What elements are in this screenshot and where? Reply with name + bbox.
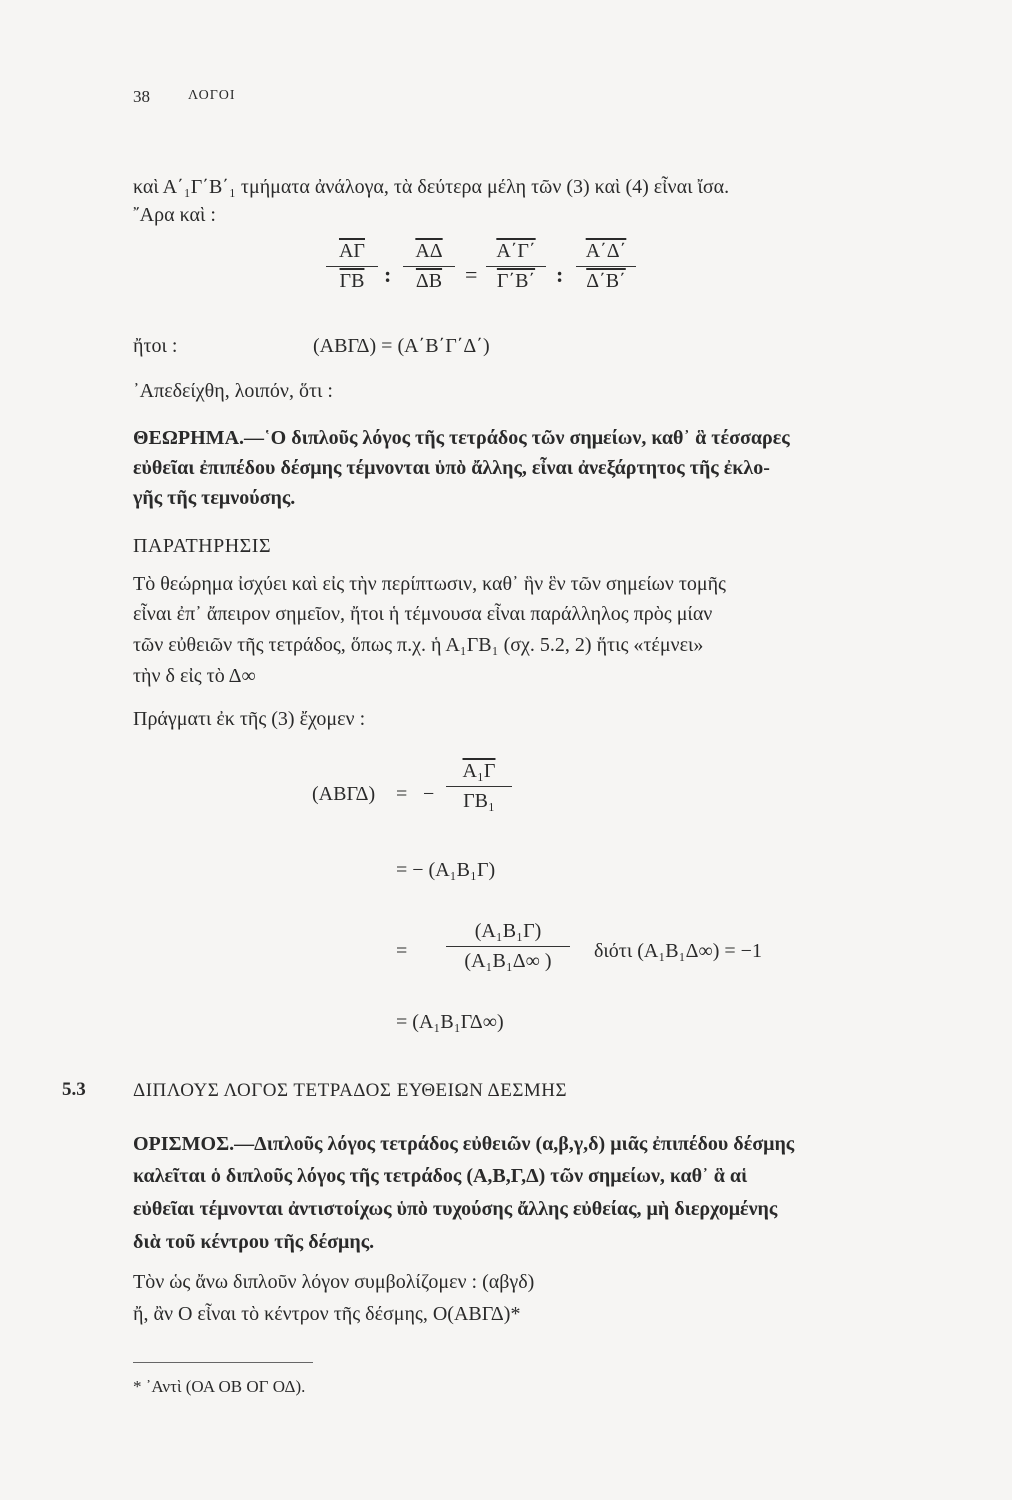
page-number: 38 — [133, 87, 150, 106]
theorem-line-2: εὐθεῖαι ἐπιπέδου δέσμης τέμνονται ὑπὸ ἄλλης, εἶναι ἀνεξάρτητος τῆς ἐκλο- — [133, 457, 770, 479]
proved-statement: ᾿Απεδείχθη, λοιπόν, ὅτι : — [133, 380, 333, 402]
derivation-step-2: = − (Α₁Β₁Γ) — [396, 859, 496, 881]
intro-line-2: ῎Αρα καὶ : — [133, 204, 216, 226]
numerator: Α₁Γ — [462, 760, 496, 782]
section-number: 5.3 — [62, 1079, 86, 1100]
denominator: (Α₁Β₁Δ∞ ) — [464, 950, 552, 972]
denominator: ΓΒ₁ — [463, 790, 495, 812]
remark-line-2: εἶναι ἐπ᾿ ἄπειρον σημεῖον, ἤτοι ἡ τέμνουσα εἶναι παράλληλος πρὸς μίαν — [133, 603, 713, 625]
ratio-colon: : — [556, 262, 564, 287]
numerator: Α΄Γ΄ — [496, 240, 536, 262]
definition-heading: ΟΡΙΣΜΟΣ. — [133, 1133, 235, 1155]
numerator: $\overline{A\Gamma}$ — [338, 240, 365, 262]
remark-line-5: Πράγματι ἐκ τῆς (3) ἔχομεν : — [133, 708, 366, 730]
fraction-a-prime-g-prime — [486, 240, 546, 293]
numerator: (Α₁Β₁Γ) — [474, 920, 542, 942]
footnote-rule — [133, 1362, 313, 1363]
numerator: $\overline{A\Delta}$ — [415, 240, 443, 262]
derivation-minus: − — [423, 783, 435, 805]
denominator: ΔΒ — [415, 270, 443, 292]
fraction-step-3 — [446, 920, 570, 973]
symbol-line-1: Τὸν ὡς ἄνω διπλοῦν λόγον συμβολίζομεν : (αβγδ) — [133, 1271, 535, 1293]
ratio-colon: : — [384, 262, 392, 287]
fraction-a-prime-d-prime — [576, 240, 636, 293]
definition-line-1 — [133, 1133, 794, 1156]
footnote: * ᾿Αντὶ (ΟΑ ΟΒ ΟΓ ΟΔ). — [133, 1377, 306, 1396]
derivation-equals: = — [396, 783, 408, 805]
definition-line-3: εὐθεῖαι τέμνονται ἀντιστοίχως ὑπὸ τυχούσης ἄλλης εὐθείας, μὴ διερχομένης — [133, 1198, 778, 1220]
denominator: Γ΄Β΄ — [496, 270, 536, 292]
denominator: Δ΄Β΄ — [586, 270, 626, 292]
derivation-step-4: = (Α₁Β₁ΓΔ∞) — [396, 1011, 504, 1033]
derivation-equals-3: = — [396, 940, 408, 962]
theorem-line-1 — [133, 427, 790, 450]
remark-heading: ΠΑΡΑΤΗΡΗΣΙΣ — [133, 535, 272, 557]
equation-cross-ratio-equal: (ΑΒΓΔ) = (Α΄Β΄Γ΄Δ΄) — [313, 335, 490, 357]
definition-line-4: διὰ τοῦ κέντρου τῆς δέσμης. — [133, 1231, 375, 1253]
theorem-text: —῾Ο διπλοῦς λόγος τῆς τετράδος τῶν σημείων, καθ᾿ ἃ τέσσαρες — [244, 427, 790, 449]
theorem-line-3: γῆς τῆς τεμνούσης. — [133, 487, 296, 509]
derivation-lhs: (ΑΒΓΔ) — [312, 783, 376, 805]
intro-line-1: καὶ Α΄₁Γ΄Β΄₁ τμήματα ἀνάλογα, τὰ δεύτερα μέλη τῶν (3) καὶ (4) εἶναι ἴσα. — [133, 176, 730, 198]
fraction-a1g-gb1 — [446, 760, 512, 813]
definition-text: —Διπλοῦς λόγος τετράδος εὐθειῶν (α,β,γ,δ) μιᾶς ἐπιπέδου δέσμης — [234, 1133, 795, 1155]
denominator: ΓΒ — [339, 270, 365, 292]
section-title: ΔΙΠΛΟΥΣ ΛΟΓΟΣ ΤΕΤΡΑΔΟΣ ΕΥΘΕΙΩΝ ΔΕΣΜΗΣ — [133, 1080, 568, 1101]
remark-line-1: Τὸ θεώρημα ἰσχύει καὶ εἰς τὴν περίπτωσιν, καθ᾿ ἣν ἓν τῶν σημείων τομῆς — [133, 573, 726, 595]
fraction-ag-gb — [326, 240, 378, 293]
remark-line-4: τὴν δ εἰς τὸ Δ∞ — [133, 665, 256, 687]
equals-sign: = — [465, 262, 478, 287]
fraction-ad-db — [403, 240, 455, 293]
theorem-heading: ΘΕΩΡΗΜΑ. — [133, 427, 245, 449]
running-title: ΛΟΓΟΙ — [188, 88, 236, 103]
numerator: Α΄Δ΄ — [585, 240, 627, 262]
remark-line-3: τῶν εὐθειῶν τῆς τετράδος, ὅπως π.χ. ἡ Α₁ΓΒ₁ (σχ. 5.2, 2) ἥτις «τέμνει» — [133, 634, 704, 656]
derivation-because: διότι (Α₁Β₁Δ∞) = −1 — [594, 940, 762, 962]
equation-label: ἤτοι : — [133, 335, 178, 357]
definition-line-2: καλεῖται ὁ διπλοῦς λόγος τῆς τετράδος (Α,Β,Γ,Δ) τῶν σημείων, καθ᾿ ἃ αἱ — [133, 1165, 748, 1187]
symbol-line-2: ἤ, ἂν Ο εἶναι τὸ κέντρον τῆς δέσμης, Ο(ΑΒΓΔ)* — [133, 1303, 521, 1325]
